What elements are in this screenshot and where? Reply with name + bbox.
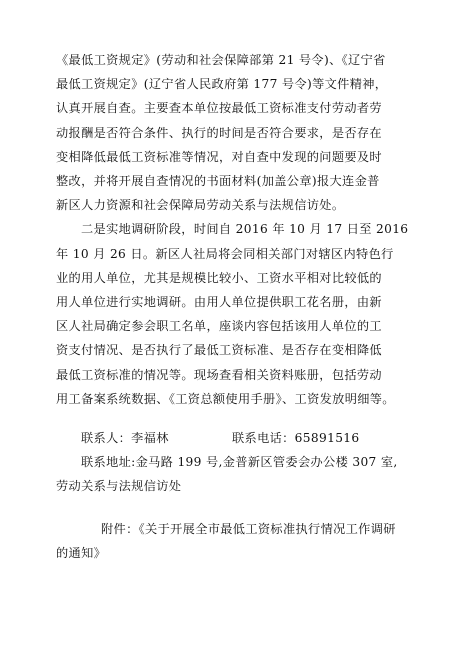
text-line: 最低工资规定》(辽宁省人民政府第 177 号令)等文件精神， bbox=[56, 77, 388, 92]
text-line: 资支付情况、是否执行了最低工资标准、是否存在变相降低 bbox=[56, 343, 382, 358]
text-line: 区人社局确定参会职工名单，座谈内容包括该用人单位的工 bbox=[56, 319, 382, 334]
text-line: 用工备案系统数据、《工资总额使用手册》、工资发放明细等。 bbox=[56, 391, 395, 406]
text-line: 变相降低最低工资标准等情况，对自查中发现的问题要及时 bbox=[56, 149, 382, 164]
text-line: 年 10 月 26 日。新区人社局将会同相关部门对辖区内特色行 bbox=[56, 246, 394, 261]
contact-phone: 联系电话：65891516 bbox=[232, 431, 360, 446]
contact-block bbox=[56, 426, 404, 499]
attachment-block bbox=[56, 517, 404, 565]
contact-person: 联系人：李福林 bbox=[81, 431, 169, 446]
paragraph-field-research bbox=[56, 217, 409, 411]
contact-row bbox=[56, 426, 404, 450]
contact-address: 联系地址:金马路 199 号,金普新区管委会办公楼 307 室, bbox=[81, 455, 398, 470]
text-line: 业的用人单位，尤其是规模比较小、工资水平相对比较低的 bbox=[56, 270, 382, 285]
text-line: 最低工资标准的情况等。现场查看相关资料账册，包括劳动 bbox=[56, 367, 382, 382]
text-line: 动报酬是否符合条件、执行的时间是否符合要求，是否存在 bbox=[56, 125, 382, 140]
text-line: 认真开展自查。主要查本单位按最低工资标准支付劳动者劳 bbox=[56, 101, 382, 116]
contact-department: 劳动关系与法规信访处 bbox=[56, 479, 182, 494]
text-line: 整改，并将开展自查情况的书面材料(加盖公章)报大连金普 bbox=[56, 174, 380, 189]
attachment-title-continued: 的通知》 bbox=[56, 545, 107, 560]
paragraph-self-inspection bbox=[56, 48, 404, 217]
text-line: 二是实地调研阶段，时间自 2016 年 10 月 17 日至 2016 bbox=[81, 222, 409, 237]
attachment-title: 附件：《关于开展全市最低工资标准执行情况工作调研 bbox=[101, 521, 396, 536]
text-line: 《最低工资规定》(劳动和社会保障部第 21 号令)、《辽宁省 bbox=[56, 53, 386, 67]
text-line: 用人单位进行实地调研。由用人单位提供职工花名册，由新 bbox=[56, 295, 382, 310]
text-line: 新区人力资源和社会保障局劳动关系与法规信访处。 bbox=[56, 198, 345, 213]
